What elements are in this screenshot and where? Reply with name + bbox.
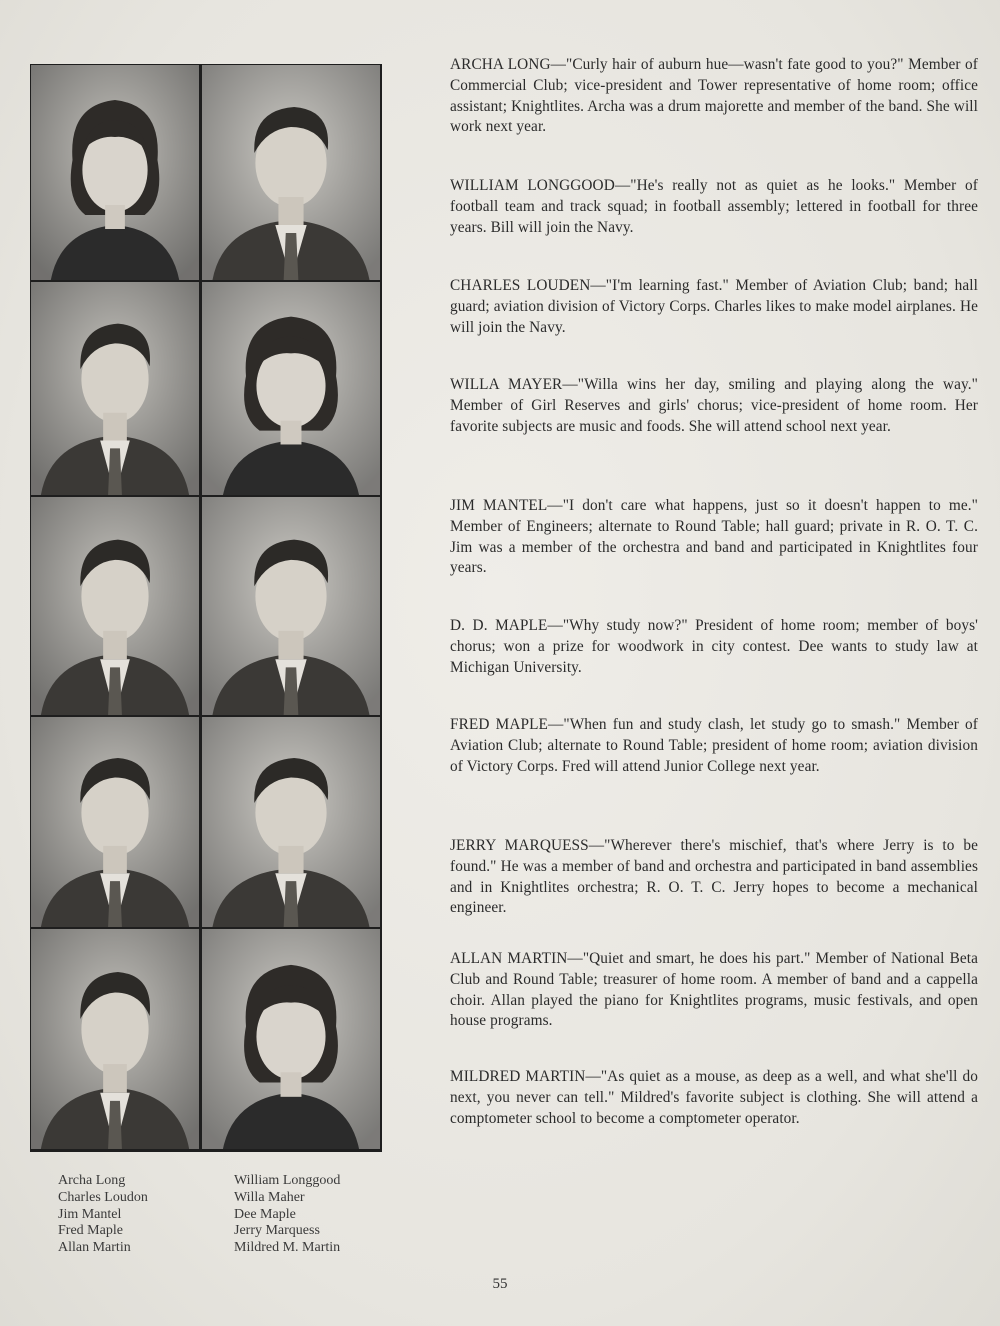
portrait-photo [202,497,380,715]
bio-name: WILLIAM LONGGOOD [450,177,615,194]
bio-name: JERRY MARQUESS [450,837,589,854]
bio-william-longgood [450,176,978,238]
bio-archa-long [450,55,978,138]
bio-jim-mantel [450,496,978,579]
bio-text: —"Willa wins her day, smiling and playing along the way." Member of Girl Reserves and girls' chorus; vice-president of home room. Her favorite subjects are music and foods. She will attend school next year. [450,376,978,435]
caption-column-left [58,1173,148,1257]
bio-fred-maple [450,715,978,777]
page-number: 55 [492,1276,508,1292]
portrait-photo [202,282,380,495]
caption-name: William Longgood [234,1173,341,1188]
caption-name: Mildred M. Martin [234,1240,341,1256]
portrait-photo [31,929,199,1149]
bio-text: —"I don't care what happens, just so it doesn't happen to me." Member of Engineers; alternate to Round Table; hall guard; private in R. O. T. C. Jim was a member of the orchestra and band and participated in Knightlites four years. [450,497,978,577]
bio-text: —"He's really not as quiet as he looks." Member of football team and track squad; in football assembly; lettered in football for three years. Bill will join the Navy. [450,177,978,236]
bio-mildred-martin [450,1067,978,1129]
caption-name: Fred Maple [58,1223,123,1239]
caption-name: Jerry Marquess [234,1223,320,1239]
caption-name: Dee Maple [234,1206,296,1222]
bio-name: JIM MANTEL [450,497,548,514]
bio-name: ARCHA LONG [450,56,551,73]
portrait-photo [31,282,199,495]
bio-jerry-marquess [450,836,978,919]
caption-name: Allan Martin [58,1240,131,1256]
bio-text: —"I'm learning fast." Member of Aviation Club; band; hall guard; aviation division of Victory Corps. Charles likes to make model airplanes. He will join the Navy. [450,277,978,336]
bio-dd-maple [450,616,978,678]
bio-name: D. D. MAPLE [450,617,548,634]
caption-name: Archa Long [58,1173,126,1188]
bio-text: —"Why study now?" President of home room; member of boys' chorus; won a prize for woodwork in city contest. Dee wants to study law at Michigan University. [450,617,978,676]
portrait-photo [202,929,380,1149]
bio-name: WILLA MAYER [450,376,563,393]
bio-charles-louden [450,276,978,338]
portrait-photo [31,717,199,927]
caption-name: Willa Maher [234,1189,305,1205]
portrait-grid [30,64,382,1152]
bio-allan-martin [450,949,978,1032]
caption-column-right [234,1173,340,1257]
portrait-photo [31,497,199,715]
bio-text: —"When fun and study clash, let study go to smash." Member of Aviation Club; alternate to Round Table; president of home room; aviation division of Victory Corps. Fred will attend Junior College next year. [450,716,978,775]
caption-name: Jim Mantel [58,1206,122,1222]
bio-name: ALLAN MARTIN [450,950,568,967]
bio-name: CHARLES LOUDEN [450,277,591,294]
bio-text: —"As quiet as a mouse, as deep as a well, and what she'll do next, you never can tell." Mildred's favorite subject is clothing. She will attend a comptometer school to become a comptometer operator. [450,1068,978,1127]
caption-name: Charles Loudon [58,1189,148,1205]
portrait-photo [202,65,380,280]
bio-willa-mayer [450,375,978,437]
bio-text: —"Curly hair of auburn hue—wasn't fate good to you?" Member of Commercial Club; vice-president and Tower representative of home room; office assistant; Knightlites. Archa was a drum majorette and member of the band. She will work next year. [450,56,978,136]
bio-name: MILDRED MARTIN [450,1068,586,1085]
bio-name: FRED MAPLE [450,716,548,733]
portrait-photo [31,65,199,280]
portrait-photo [202,717,380,927]
bio-text: —"Wherever there's mischief, that's where Jerry is to be found." He was a member of band and orchestra and participated in band assemblies and in Knightlites orchestra; R. O. T. C. Jerry hopes to become a mechanical engineer. [450,837,978,917]
bio-text: —"Quiet and smart, he does his part." Member of National Beta Club and Round Table; treasurer of home room. A member of band and a cappella choir. Allan played the piano for Knightlites programs, music festivals, and open house programs. [450,950,978,1030]
